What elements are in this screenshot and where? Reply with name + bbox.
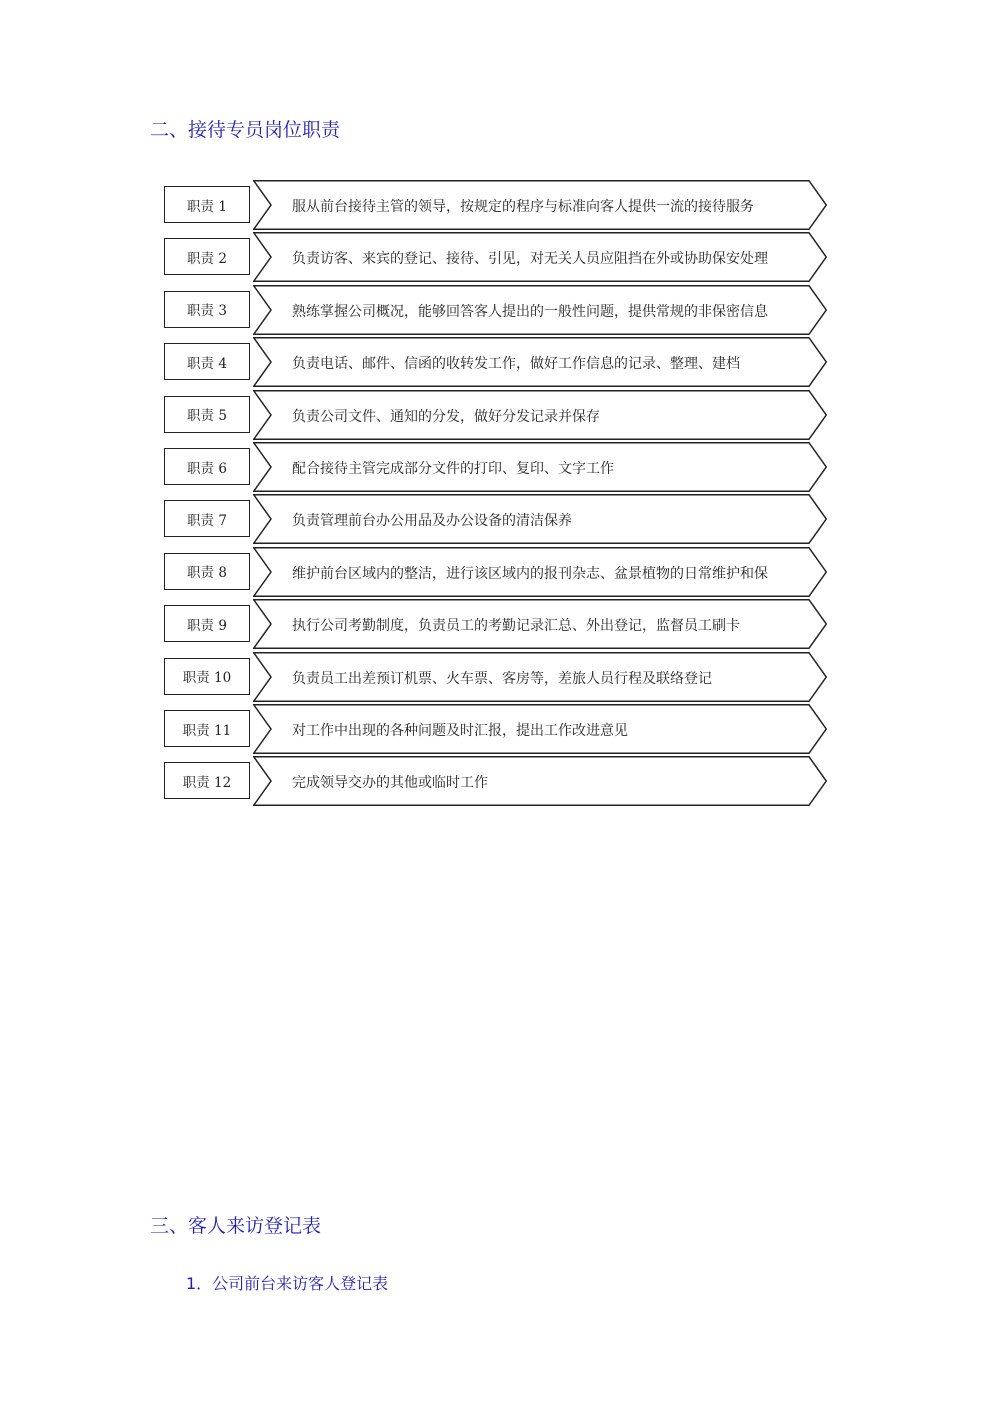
duty-description: 负责电话、邮件、信函的收转发工作，做好工作信息的记录、整理、建档 xyxy=(292,356,740,373)
duty-description: 维护前台区域内的整洁，进行该区域内的报刊杂志、盆景植物的日常维护和保 xyxy=(292,565,768,582)
duty-label: 职责 9 xyxy=(164,605,250,642)
duty-description: 负责访客、来宾的登记、接待、引见，对无关人员应阻挡在外或协助保安处理 xyxy=(292,251,768,268)
duty-description: 负责公司文件、通知的分发，做好分发记录并保存 xyxy=(292,408,600,425)
section-2-heading: 二、接待专员岗位职责 xyxy=(150,119,341,141)
duty-item xyxy=(164,704,828,754)
duty-label: 职责 8 xyxy=(164,553,250,590)
duty-label: 职责 10 xyxy=(164,658,250,695)
duty-label: 职责 5 xyxy=(164,396,250,433)
duty-description: 执行公司考勤制度，负责员工的考勤记录汇总、外出登记，监督员工刷卡 xyxy=(292,618,740,635)
duty-item xyxy=(164,442,828,492)
section-3-heading: 三、客人来访登记表 xyxy=(150,1215,322,1237)
duty-label: 职责 3 xyxy=(164,291,250,328)
duty-description: 熟练掌握公司概况，能够回答客人提出的一般性问题，提供常规的非保密信息 xyxy=(292,303,768,320)
duty-description: 完成领导交办的其他或临时工作 xyxy=(292,775,488,792)
duty-label: 职责 1 xyxy=(164,186,250,223)
duty-item xyxy=(164,180,828,230)
visitor-register-subheading: 1．公司前台来访客人登记表 xyxy=(186,1274,389,1293)
duty-label: 职责 6 xyxy=(164,448,250,485)
duty-label: 职责 11 xyxy=(164,710,250,747)
duty-label: 职责 4 xyxy=(164,343,250,380)
duty-description: 负责员工出差预订机票、火车票、客房等，差旅人员行程及联络登记 xyxy=(292,670,712,687)
duty-label: 职责 12 xyxy=(164,762,250,799)
duty-item xyxy=(164,285,828,335)
duty-description: 对工作中出现的各种问题及时汇报，提出工作改进意见 xyxy=(292,723,628,739)
duty-item xyxy=(164,756,828,806)
duty-item xyxy=(164,337,828,387)
duty-item xyxy=(164,390,828,440)
duty-description: 配合接待主管完成部分文件的打印、复印、文字工作 xyxy=(292,461,614,477)
duty-item xyxy=(164,494,828,544)
duty-label: 职责 2 xyxy=(164,238,250,275)
duty-item xyxy=(164,652,828,702)
duty-item xyxy=(164,599,828,649)
duty-label: 职责 7 xyxy=(164,500,250,537)
duty-description: 负责管理前台办公用品及办公设备的清洁保养 xyxy=(292,513,572,530)
duty-item xyxy=(164,232,828,282)
duty-description: 服从前台接待主管的领导，按规定的程序与标准向客人提供一流的接待服务 xyxy=(292,199,754,215)
duty-item xyxy=(164,547,828,597)
